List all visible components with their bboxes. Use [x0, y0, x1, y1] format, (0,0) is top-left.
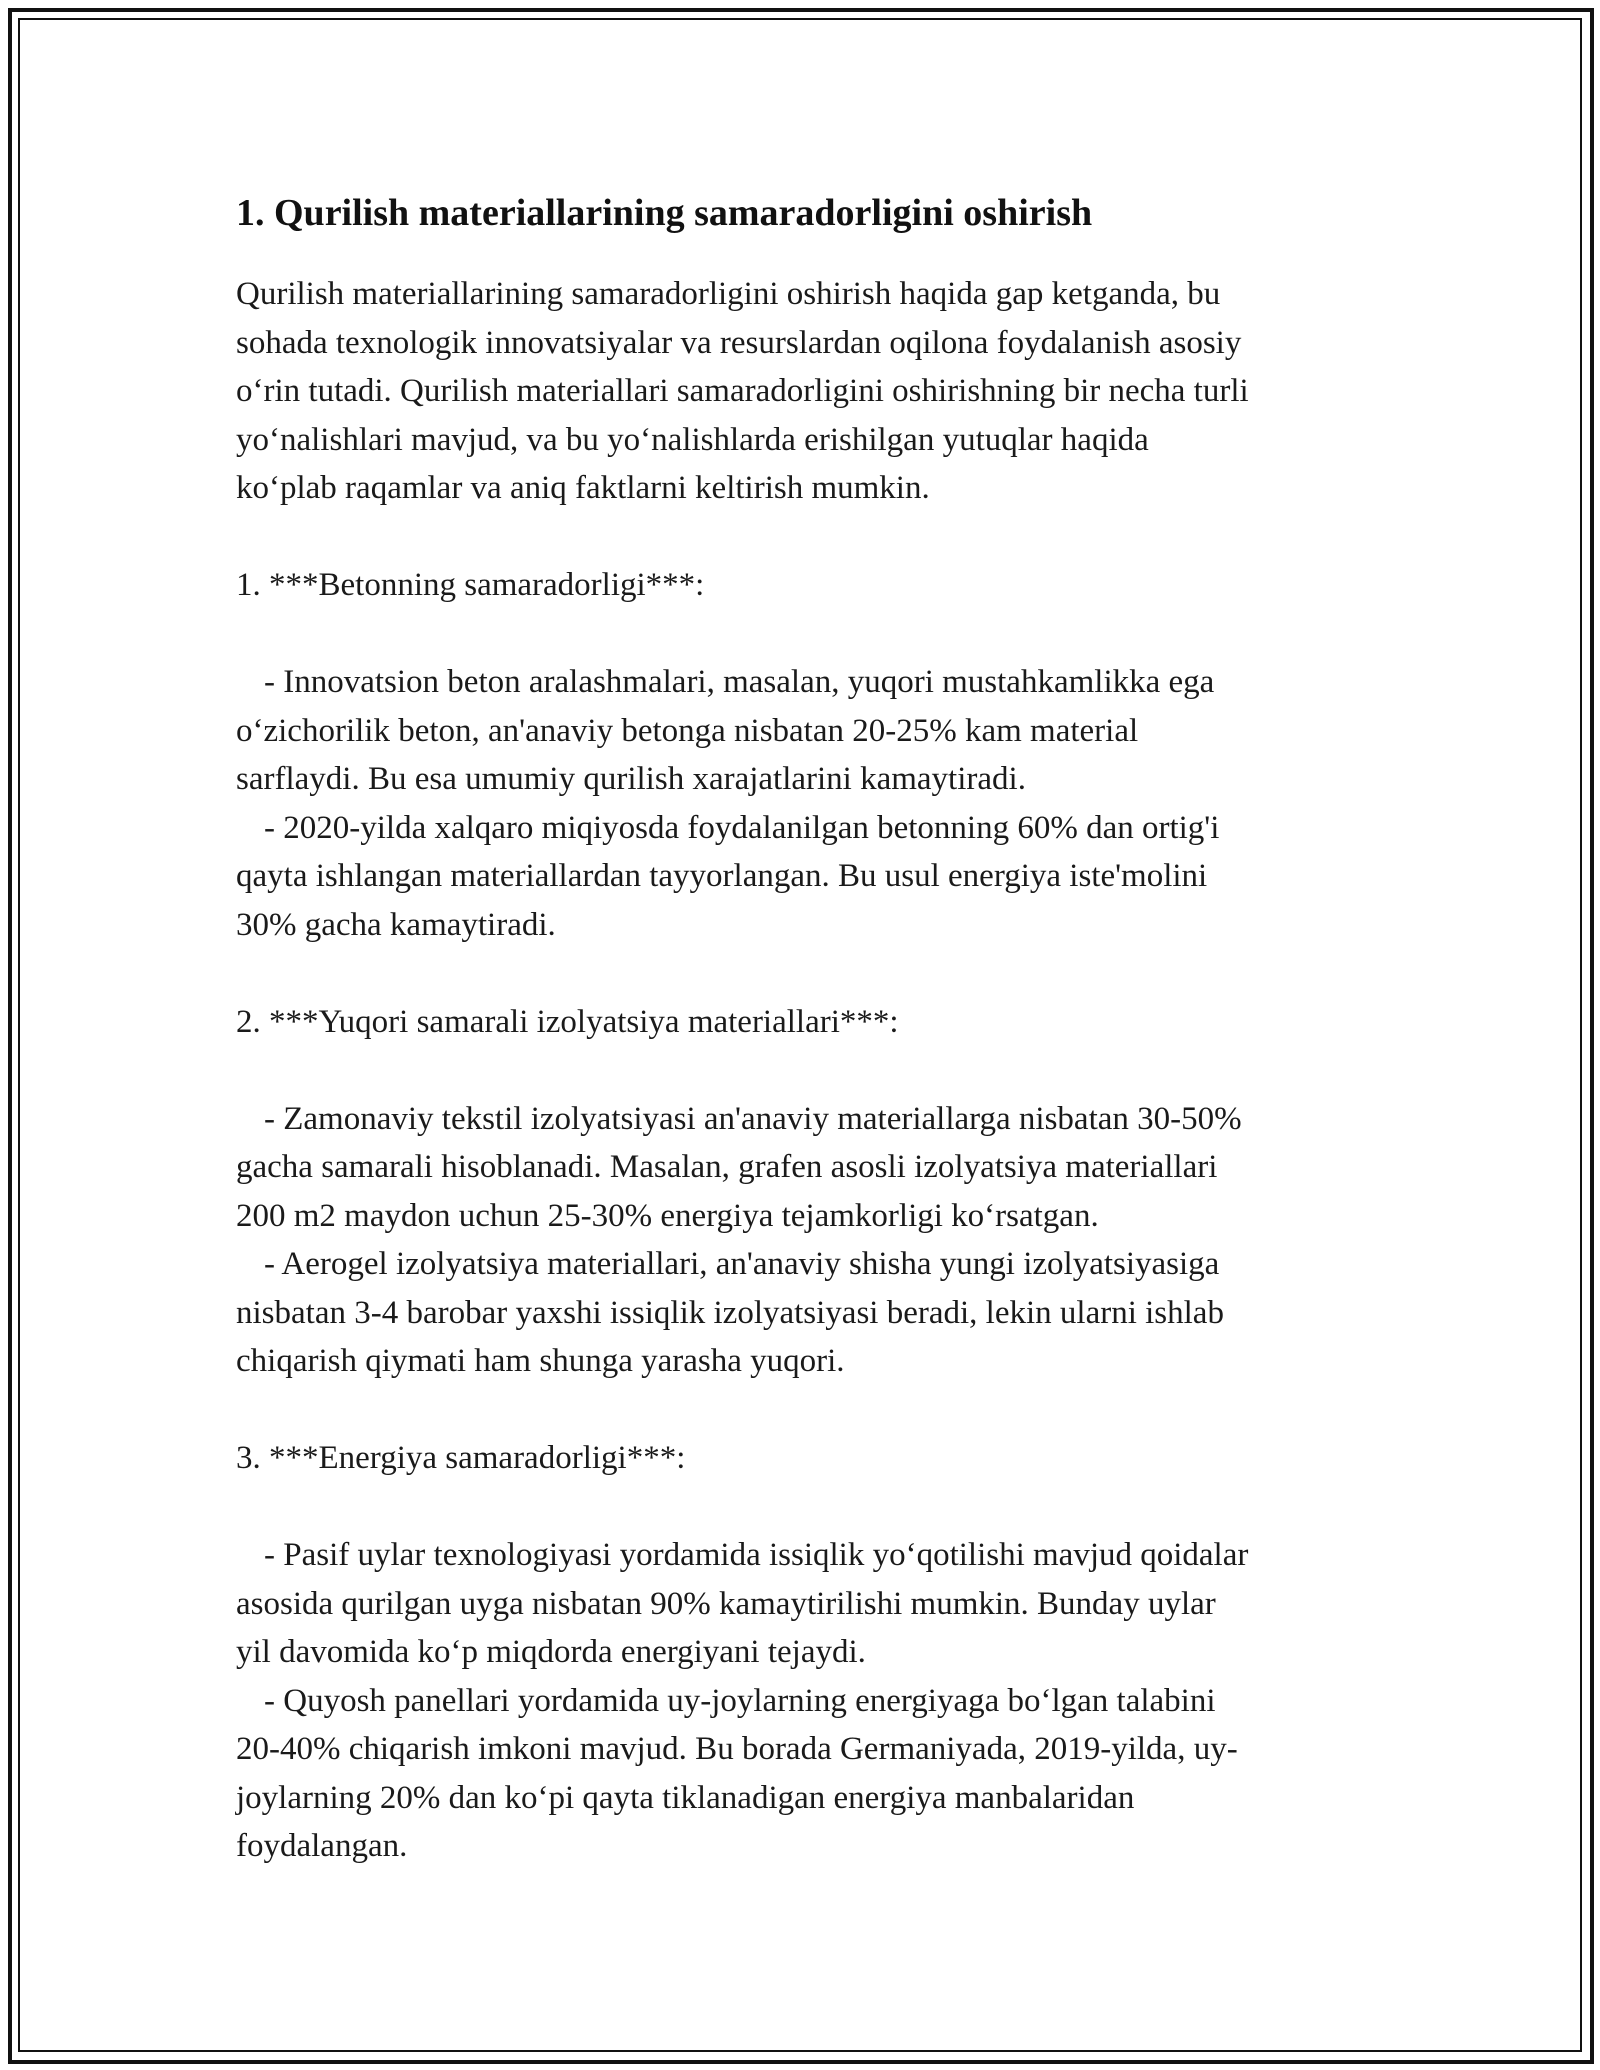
bullet-line: - 2020-yilda xalqaro miqiyosda foydalanilgan betonning 60% dan ortig'i: [264, 809, 1220, 846]
bullet-line: - Pasif uylar texnologiyasi yordamida issiqlik yo‘qotilishi mavjud qoidalar: [264, 1537, 1249, 1573]
intro-paragraph: [236, 270, 1376, 513]
bullet-line: joylarning 20% dan ko‘pi qayta tiklanadigan energiya manbalaridan: [236, 1779, 1135, 1816]
intro-line: Qurilish materiallarining samaradorligini oshirish haqida gap ketganda, bu: [236, 276, 1221, 312]
bullet-paragraph: [236, 1095, 1376, 1241]
intro-line: sohada texnologik innovatsiyalar va resurslardan oqilona foydalanish asosiy: [236, 324, 1242, 361]
bullet-paragraph: [236, 1677, 1376, 1871]
document-title: 1. Qurilish materiallarining samaradorligini oshirish: [236, 192, 1093, 234]
bullet-line: foydalangan.: [236, 1828, 408, 1864]
document-body: [236, 186, 1376, 1871]
bullet-line: yil davomida ko‘p miqdorda energiyani tejaydi.: [236, 1634, 866, 1670]
bullet-line: 30% gacha kamaytiradi.: [236, 906, 556, 943]
bullet-line: nisbatan 3-4 barobar yaxshi issiqlik izolyatsiyasi beradi, lekin ularni ishlab: [236, 1294, 1224, 1331]
bullet-paragraph: [236, 804, 1376, 950]
bullet-paragraph: [236, 658, 1376, 804]
spacer: [236, 1386, 1376, 1435]
spacer: [236, 1046, 1376, 1095]
bullet-line: - Quyosh panellari yordamida uy-joylarning energiyaga bo‘lgan talabini: [264, 1682, 1216, 1719]
spacer: [236, 610, 1376, 659]
bullet-paragraph: [236, 1531, 1376, 1677]
intro-line: yo‘nalishlari mavjud, va bu yo‘nalishlarda erishilgan yutuqlar haqida: [236, 421, 1149, 458]
bullet-line: 20-40% chiqarish imkoni mavjud. Bu borada Germaniyada, 2019-yilda, uy-: [236, 1731, 1238, 1767]
intro-line: o‘rin tutadi. Qurilish materiallari samaradorligini oshirishning bir necha turli: [236, 373, 1249, 409]
bullet-line: gacha samarali hisoblanadi. Masalan, grafen asosli izolyatsiya materiallari: [236, 1149, 1218, 1185]
intro-line: ko‘plab raqamlar va aniq faktlarni keltirish mumkin.: [236, 470, 930, 506]
bullet-line: 200 m2 maydon uchun 25-30% energiya tejamkorligi ko‘rsatgan.: [236, 1197, 1099, 1234]
bullet-line: sarflaydi. Bu esa umumiy qurilish xarajatlarini kamaytiradi.: [236, 761, 1026, 797]
spacer: [236, 1483, 1376, 1532]
bullet-line: qayta ishlangan materiallardan tayyorlangan. Bu usul energiya iste'molini: [236, 858, 1208, 894]
bullet-line: chiqarish qiymati ham shunga yarasha yuqori.: [236, 1343, 845, 1379]
spacer: [236, 949, 1376, 998]
bullet-line: - Innovatsion beton aralashmalari, masalan, yuqori mustahkamlikka ega: [264, 664, 1215, 700]
bullet-line: - Aerogel izolyatsiya materiallari, an'anaviy shisha yungi izolyatsiyasiga: [264, 1246, 1220, 1282]
section-heading: 2. ***Yuqori samarali izolyatsiya materiallari***:: [236, 1003, 899, 1040]
spacer: [236, 513, 1376, 562]
bullet-line: o‘zichorilik beton, an'anaviy betonga nisbatan 20-25% kam material: [236, 712, 1139, 749]
section-heading: 3. ***Energiya samaradorligi***:: [236, 1440, 686, 1476]
bullet-line: - Zamonaviy tekstil izolyatsiyasi an'anaviy materiallarga nisbatan 30-50%: [264, 1100, 1242, 1137]
bullet-paragraph: [236, 1240, 1376, 1386]
bullet-line: asosida qurilgan uyga nisbatan 90% kamaytirilishi mumkin. Bunday uylar: [236, 1585, 1216, 1622]
section-heading: 1. ***Betonning samaradorligi***:: [236, 567, 705, 603]
